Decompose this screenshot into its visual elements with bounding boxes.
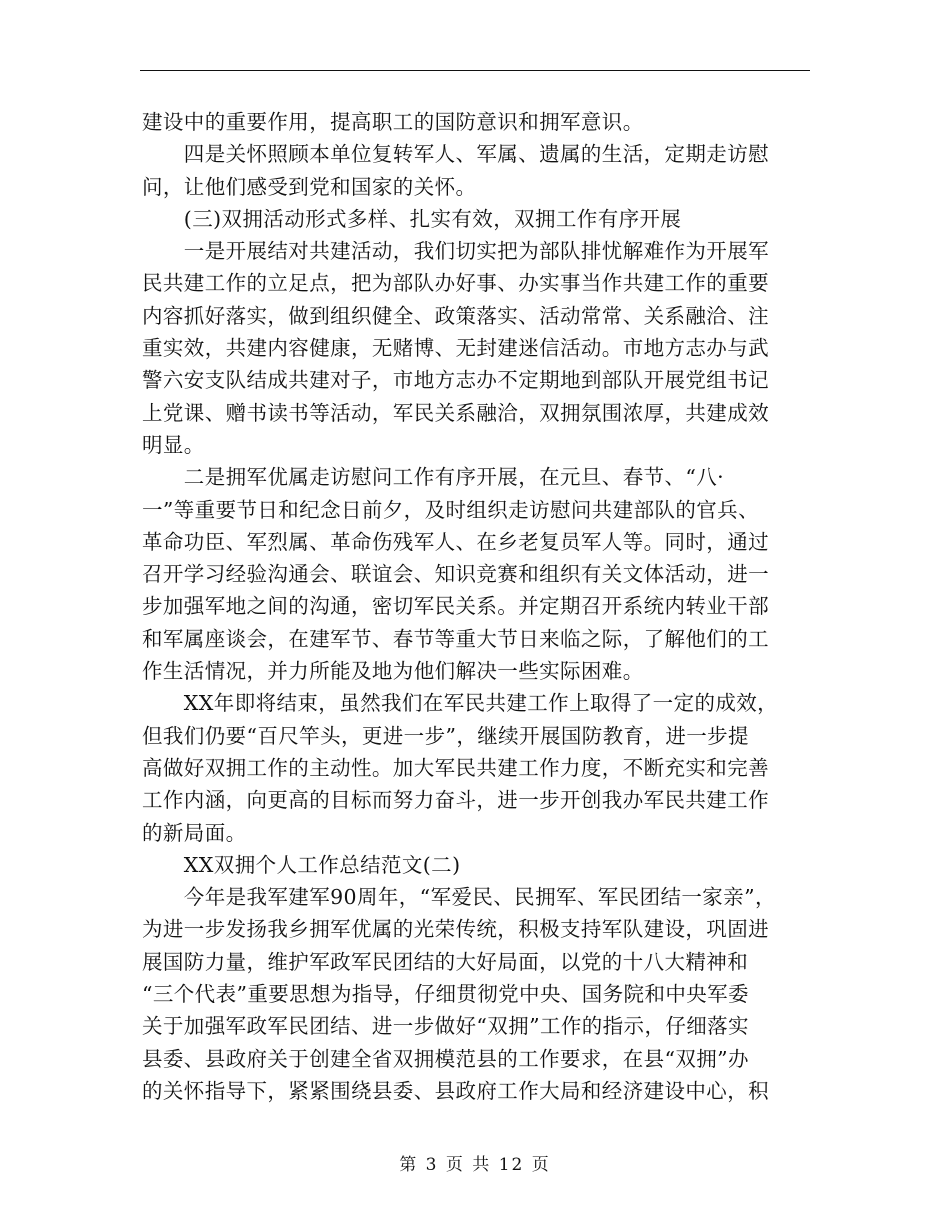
text-line: 高做好双拥工作的主动性。加大军民共建工作力度，不断充实和完善 — [142, 755, 769, 780]
text-line: 一”等重要节日和纪念日前夕，及时组织走访慰问共建部队的官兵、 — [142, 497, 759, 522]
text-line: 建设中的重要作用，提高职工的国防意识和拥军意识。 — [142, 110, 644, 134]
text-line: 步加强军地之间的沟通，密切军民关系。并定期召开系统内转业干部 — [142, 594, 769, 619]
text-line: 召开学习经验沟通会、联谊会、知识竞赛和组织有关文体活动，进一 — [142, 562, 769, 587]
text-line: (三)双拥活动形式多样、扎实有效，双拥工作有序开展 — [142, 206, 682, 231]
text-line: 警六安支队结成共建对子，市地方志办不定期地到部队开展党组书记 — [142, 368, 769, 393]
body-text — [142, 106, 802, 1107]
text-line: 民共建工作的立足点，把为部队办好事、办实事当作共建工作的重要 — [142, 271, 769, 296]
text-line: 展国防力量，维护军政军民团结的大好局面，以党的十八大精神和 — [142, 949, 749, 974]
text-line: 重实效，共建内容健康，无赌博、无封建迷信活动。市地方志办与武 — [142, 336, 769, 361]
header-rule — [140, 70, 810, 71]
text-line: 为进一步发扬我乡拥军优属的光荣传统，积极支持军队建设，巩固进 — [142, 917, 769, 942]
text-line: 的新局面。 — [142, 820, 247, 845]
text-line: 二是拥军优属走访慰问工作有序开展，在元旦、春节、“八· — [142, 465, 725, 490]
text-line: 四是关怀照顾本单位复转军人、军属、遗属的生活，定期走访慰 — [142, 142, 769, 167]
text-line: 的关怀指导下，紧紧围绕县委、县政府工作大局和经济建设中心，积 — [142, 1078, 769, 1103]
text-line: 县委、县政府关于创建全省双拥模范县的工作要求，在县“双拥”办 — [142, 1046, 749, 1071]
text-line: XX双拥个人工作总结范文(二) — [142, 852, 461, 877]
text-line: 今年是我军建军90周年，“军爱民、民拥军、军民团结一家亲”， — [142, 885, 776, 910]
text-line: 上党课、赠书读书等活动，军民关系融洽，双拥氛围浓厚，共建成效 — [142, 400, 769, 425]
text-line: 革命功臣、军烈属、革命伤残军人、在乡老复员军人等。同时，通过 — [142, 529, 769, 554]
text-line: 关于加强军政军民团结、进一步做好“双拥”工作的指示，仔细落实 — [142, 1014, 749, 1039]
text-line: 问，让他们感受到党和国家的关怀。 — [142, 174, 477, 199]
text-line: XX年即将结束，虽然我们在军民共建工作上取得了一定的成效， — [142, 691, 779, 716]
page-footer: 第 3 页 共 12 页 — [399, 1155, 551, 1175]
text-line: 但我们仍要“百尺竿头，更进一步”，继续开展国防教育，进一步提 — [142, 723, 749, 748]
text-line: 作生活情况，并力所能及地为他们解决一些实际困难。 — [142, 659, 644, 684]
text-line: 明显。 — [142, 432, 205, 457]
text-line: 内容抓好落实，做到组织健全、政策落实、活动常常、关系融洽、注 — [142, 303, 769, 328]
text-line: 一是开展结对共建活动，我们切实把为部队排忧解难作为开展军 — [142, 239, 769, 264]
text-line: 工作内涵，向更高的目标而努力奋斗，进一步开创我办军民共建工作 — [142, 788, 769, 813]
text-line: “三个代表”重要思想为指导，仔细贯彻党中央、国务院和中央军委 — [142, 982, 749, 1007]
text-line: 和军属座谈会，在建军节、春节等重大节日来临之际，了解他们的工 — [142, 626, 769, 651]
